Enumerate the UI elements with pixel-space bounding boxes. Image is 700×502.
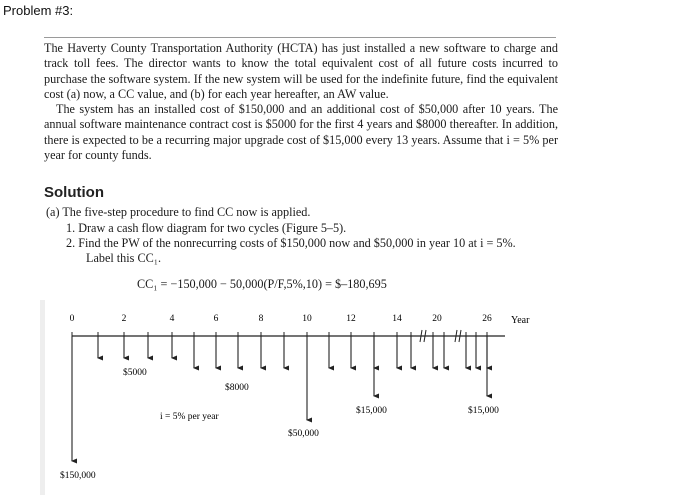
solution-step-2: 2. Find the PW of the nonrecurring costs of $150,000 now and $50,000 in year 10 at i = 5%. [66,236,516,250]
tick-label-12: 12 [346,314,356,324]
problem-paragraph-2: The system has an installed cost of $150,000 and an additional cost of $50,000 after 10 years. The annual software maintenance contract cost is $5000 for the first 4 years and $8000 thereafter. In addition, there is expected to be a recurring major upgrade cost of $15,000 every 13 years. Assume that i = 5% per year for county funds. [44,102,558,163]
axis-unit-label: Year [511,315,530,326]
amount-label-8000: $8000 [225,383,249,393]
tick-label-6: 6 [213,314,219,324]
amount-label-50000: $50,000 [288,429,319,439]
scan-shadow [40,300,45,495]
solution-heading: Solution [44,184,104,201]
tick-label-8: 8 [258,314,264,324]
tick-label-4: 4 [169,314,175,324]
tick-label-20: 20 [432,314,442,324]
amount-label-150000: $150,000 [60,471,96,481]
solution-step-1: 1. Draw a cash flow diagram for two cycles (Figure 5–5). [66,221,347,235]
amount-label-15000-first: $15,000 [356,406,387,416]
tick-label-2: 2 [121,314,127,324]
equation-cc1: CC₁ = −150,000 − 50,000(P/F,5%,10) = $–180,695 [137,277,387,291]
problem-label: Problem #3: [3,3,74,18]
tick-label-0: 0 [69,314,75,324]
solution-step-2-continued: Label this CC₁. [86,251,161,265]
problem-paragraph-1: The Haverty County Transportation Authority (HCTA) has just installed a new software to charge and track toll fees. The director wants to know the total equivalent cost of all future costs incurred to purchase the software system. If the new system will be used for the indefinite future, find the equivalent cost (a) now, a CC value, and (b) for each year hereafter, an AW value. [44,41,558,102]
interest-rate-label: i = 5% per year [160,412,219,422]
tick-label-26: 26 [482,314,492,324]
tick-label-10: 10 [302,314,312,324]
tick-label-14: 14 [392,314,402,324]
amount-label-15000-second: $15,000 [468,406,499,416]
cash-flow-arrows [72,336,487,461]
solution-part-a: (a) The five-step procedure to find CC now is applied. [46,205,311,219]
amount-label-5000: $5000 [123,368,147,378]
